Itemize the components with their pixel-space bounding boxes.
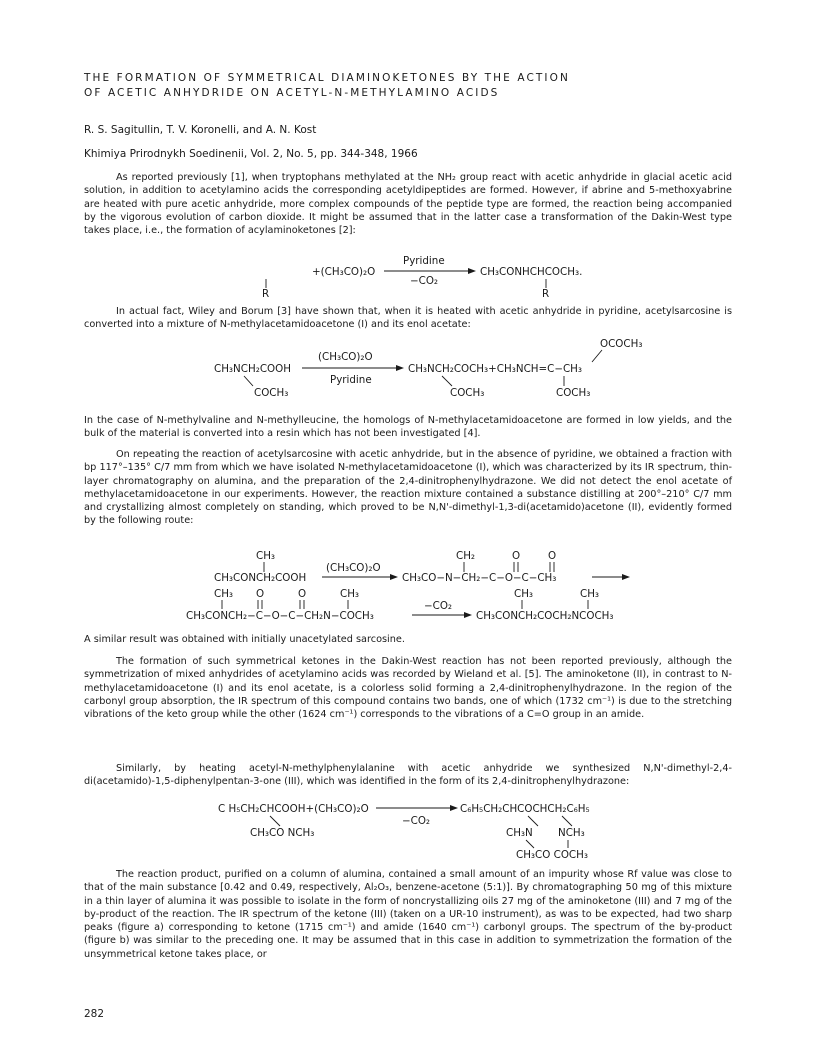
scheme1-r: R	[262, 288, 270, 300]
scheme2-product-bond	[442, 376, 452, 386]
scheme3-row2-top5: CH₃	[514, 588, 534, 600]
scheme3-arrowhead-3	[464, 612, 472, 618]
scheme4-reactant-bond	[270, 816, 280, 826]
authors: R. S. Sagitullin, T. V. Koronelli, and A. N. Kost	[84, 124, 317, 136]
article-title	[84, 71, 744, 101]
scheme3-r1-above: (CH₃CO)₂O	[326, 562, 381, 574]
scheme1-product: CH₃CONHCHCOCH₃.	[480, 266, 583, 278]
title-line-2: OF ACETIC ANHYDRIDE ON ACETYL-N-METHYLAMINO ACIDS	[84, 87, 500, 99]
scheme1-arrowhead	[468, 268, 476, 274]
scheme4-prod-sub1: CH₃N	[506, 827, 533, 839]
scheme2-enol-top: OCOCH₃	[600, 338, 643, 350]
reaction-scheme-1	[0, 252, 816, 302]
scheme4-arrowhead	[450, 805, 458, 811]
scheme4-product-bond2	[562, 816, 572, 826]
paragraph-5: A similar result was obtained with initially unacetylated sarcosine.	[84, 634, 405, 645]
scheme3-arrowhead-2	[622, 574, 630, 580]
scheme4-prod-sub3: CH₃CO COCH₃	[516, 849, 588, 861]
scheme3-i1-top1: CH₂	[456, 550, 476, 562]
scheme2-enol-sub: COCH₃	[556, 387, 591, 399]
scheme4-prod-sub2: NCH₃	[558, 827, 585, 839]
scheme3-i1-top2: O	[512, 550, 521, 562]
scheme3-r1: CH₃CONCH₂COOH	[214, 572, 307, 584]
paragraph-3: In the case of N-methylvaline and N-methylleucine, the homologs of N-methylacetamidoacetone are formed in low yields, and the bulk of the material is converted into a resin which has not been investigated [4].	[84, 415, 732, 440]
scheme2-product: CH₃NCH₂COCH₃+CH₃NCH=C−CH₃	[408, 363, 583, 375]
scheme3-row2-right: CH₃CONCH₂COCH₂NCOCH₃	[476, 610, 614, 622]
scheme2-enol-bond	[592, 350, 602, 362]
reaction-scheme-2	[0, 338, 816, 404]
scheme1-reagent: +(CH₃CO)₂O	[312, 266, 376, 278]
scheme3-i1-top3: O	[548, 550, 557, 562]
page-number: 282	[84, 1008, 105, 1020]
scheme3-row2-top6: CH₃	[580, 588, 600, 600]
paragraph-7: Similarly, by heating acetyl-N-methylphenylalanine with acetic anhydride we synthesized N,N'-dimethyl-2,4-di(acetamido)-1,5-diphenylpentan-3-one (III), which was identified in the form of its 2,4-dinitrophenylhydrazone:	[84, 763, 732, 788]
scheme4-product-bond3	[526, 840, 534, 848]
scheme1-above-arrow: Pyridine	[403, 255, 445, 267]
scheme2-reactant-bond	[244, 376, 253, 386]
title-line-1: THE FORMATION OF SYMMETRICAL DIAMINOKETONES BY THE ACTION	[84, 72, 570, 84]
paragraph-6: The formation of such symmetrical ketones in the Dakin-West reaction has not been reported previously, although the symmetrization of mixed anhydrides of acetylamino acids was recorded by Wieland et al. [5]. The aminoketone (II), in contrast to N-methylacetamidoacetone (I) and its enol acetate, is a colorless solid forming a 2,4-dinitrophenylhydrazone. In the region of the carbonyl group absorption, the IR spectrum of this compound contains two bands, one of which (1732 cm⁻¹) is due to the stretching vibrations of the keto group while the other (1624 cm⁻¹) corresponds to the vibrations of a C=O group in an amide.	[84, 656, 732, 721]
scheme2-arrowhead	[396, 365, 404, 371]
scheme2-below-arrow: Pyridine	[330, 374, 372, 386]
paragraph-4: On repeating the reaction of acetylsarcosine with acetic anhydride, but in the absence of pyridine, we obtained a fraction with bp 117°–135° C/7 mm from which we have isolated N-methylacetamidoacetone (I), which was characterized by its IR spectrum, thin-layer chromatography on alumina, and the preparation of the 2,4-dinitrophenylhydrazone. We did not detect the enol acetate of methylacetamidoacetone in our experiments. However, the reaction mixture contained a substance distilling at 200°–210° C/7 mm and crystallizing almost completely on standing, which proved to be N,N'-dimethyl-1,3-di(acetamido)acetone (II), evidently formed by the following route:	[84, 449, 732, 527]
scheme4-product: C₆H₅CH₂CHCOCHCH₂C₆H₅	[460, 803, 590, 815]
paragraph-2: In actual fact, Wiley and Borum [3] have shown that, when it is heated with acetic anhydride in pyridine, acetylsarcosine is converted into a mixture of N-methylacetamidoacetone (I) and its enol acetate:	[84, 306, 732, 331]
scheme1-product-r: R	[542, 288, 550, 300]
scheme1-below-arrow: −CO₂	[410, 275, 439, 287]
scheme3-r1-top: CH₃	[256, 550, 276, 562]
scheme3-arrowhead-1	[390, 574, 398, 580]
scheme3-row2-below: −CO₂	[424, 600, 453, 612]
scheme4-product-bond1	[528, 816, 538, 826]
paragraph-8: The reaction product, purified on a column of alumina, contained a small amount of an impurity whose Rf value was close to that of the main substance [0.42 and 0.49, respectively, Al₂O₃, benzene-acetone (5:1)]. By chromatographing 50 mg of this mixture in a thin layer of alumina it was possible to isolate in the form of noncrystallizing oils 27 mg of the aminoketone (III) and 7 mg of the by-product of the reaction. The IR spectrum of the ketone (III) (taken on a UR-10 instrument), as was to be expected, had two sharp peaks (figure a) corresponding to ketone (1715 cm⁻¹) and amide (1640 cm⁻¹) carbonyl groups. The spectrum of the by-product (figure b) was similar to the preceding one. It may be assumed that in this case in addition to symmetrization the formation of the unsymmetrical ketone takes place, or	[84, 869, 732, 960]
scheme3-row2-top3: O	[298, 588, 307, 600]
scheme3-row2-top1: CH₃	[214, 588, 234, 600]
scheme2-above-arrow: (CH₃CO)₂O	[318, 351, 373, 363]
reaction-scheme-4	[0, 796, 816, 862]
citation: Khimiya Prirodnykh Soedinenii, Vol. 2, No. 5, pp. 344-348, 1966	[84, 148, 418, 160]
scheme2-reactant: CH₃NCH₂COOH	[214, 363, 291, 375]
scheme3-row2-top4: CH₃	[340, 588, 360, 600]
paragraph-1: As reported previously [1], when tryptophans methylated at the NH₂ group react with acetic anhydride in glacial acetic acid solution, in addition to acetylamino acids the corresponding acetyldipeptides are formed. However, if abrine and 5-methoxyabrine are heated with pure acetic anhydride, more complex compounds of the peptide type are formed, the reaction being accompanied by the vigorous evolution of carbon dioxide. It might be assumed that in the latter case a transformation of the Dakin-West type takes place, i.e., the formation of acylaminoketones [2]:	[84, 172, 732, 237]
scheme3-intermediate: CH₃CO−N−CH₂−C−O−C−CH₃	[402, 572, 557, 584]
scheme4-below-arrow: −CO₂	[402, 815, 431, 827]
reaction-scheme-3	[0, 547, 816, 627]
scheme2-product-sub: COCH₃	[450, 387, 485, 399]
scheme2-reactant-sub: COCH₃	[254, 387, 289, 399]
scheme4-reactant: C H₅CH₂CHCOOH+(CH₃CO)₂O	[218, 803, 369, 815]
scheme4-reactant-sub: CH₃CO NCH₃	[250, 827, 315, 839]
scheme3-row2-left: CH₃CONCH₂−C−O−C−CH₂N−COCH₃	[186, 610, 374, 622]
scheme3-row2-top2: O	[256, 588, 265, 600]
